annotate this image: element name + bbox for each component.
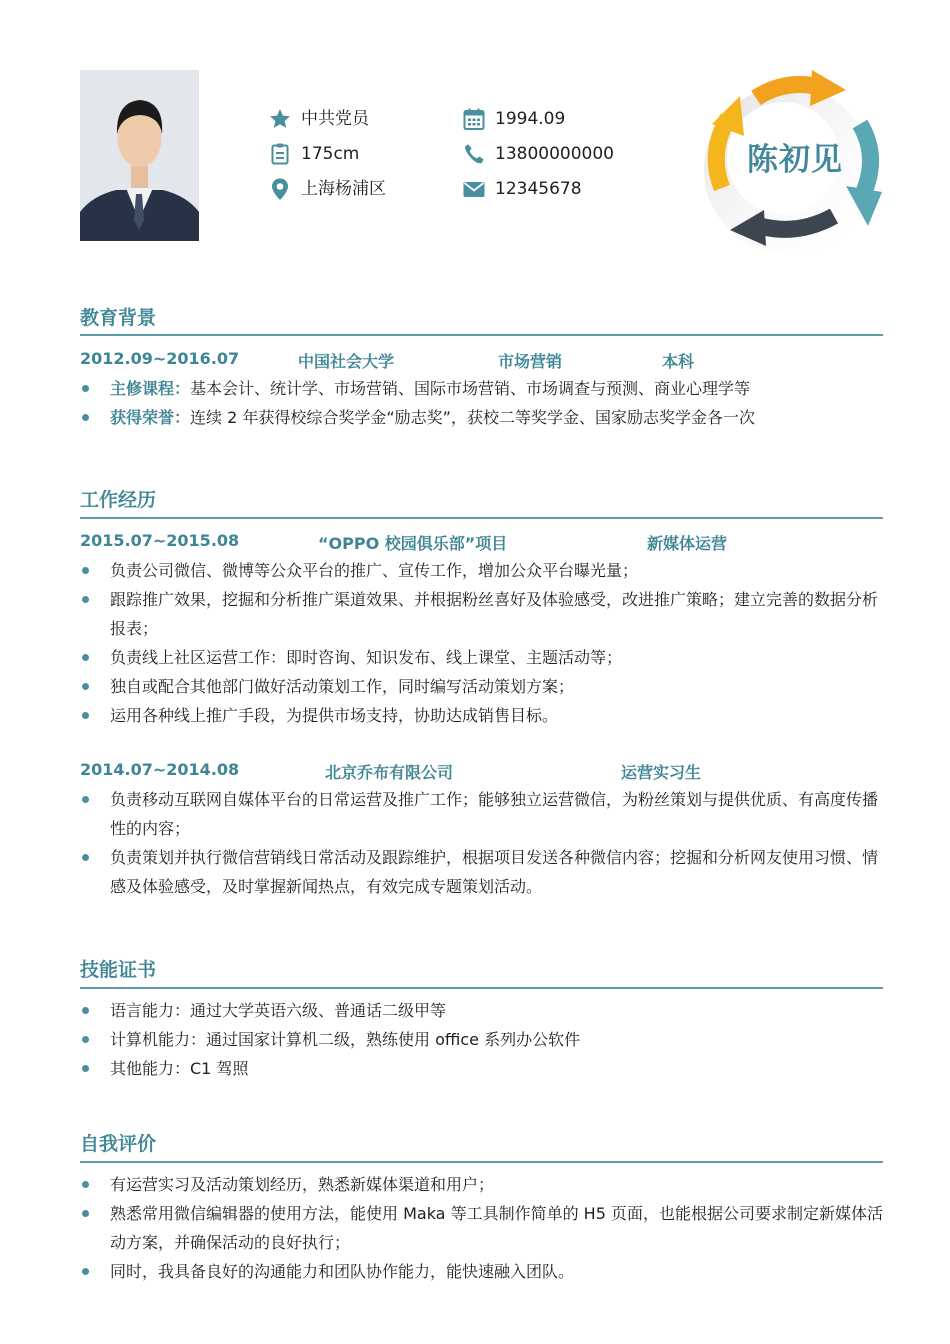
skills-list — [80, 996, 883, 1083]
education-major: 市场营销 — [498, 352, 563, 371]
courses-label: 主修课程： — [110, 379, 191, 398]
education-list — [80, 374, 883, 432]
job-2-list — [80, 785, 883, 901]
education-period: 2012.09~2016.07 — [80, 349, 240, 368]
calendar-icon — [462, 107, 486, 131]
birth-text: 1994.09 — [495, 109, 566, 129]
self-eval-section-title: 自我评价 — [80, 1133, 157, 1155]
phone-icon — [462, 142, 486, 166]
list-item: 负责公司微信、微博等公众平台的推广、宣传工作，增加公众平台曝光量； — [80, 556, 883, 585]
work-divider — [80, 517, 883, 519]
info-email — [462, 177, 582, 201]
job-2-org: 北京乔布有限公司 — [325, 763, 454, 782]
phone-text: 13800000000 — [495, 144, 614, 164]
list-item: 运用各种线上推广手段，为提供市场支持，协助达成销售目标。 — [80, 701, 883, 730]
self-eval-divider — [80, 1161, 883, 1163]
education-divider — [80, 334, 883, 336]
skills-section-title: 技能证书 — [80, 959, 157, 981]
info-phone — [462, 142, 614, 166]
list-item — [80, 374, 883, 403]
list-item: 负责线上社区运营工作：即时咨询、知识发布、线上课堂、主题活动等； — [80, 643, 883, 672]
document-icon — [268, 142, 292, 166]
job-1-org: “OPPO 校园俱乐部”项目 — [318, 534, 508, 553]
education-header-row — [80, 349, 883, 373]
location-text: 上海杨浦区 — [301, 179, 386, 199]
list-item: 其他能力：C1 驾照 — [80, 1054, 883, 1083]
list-item: 语言能力：通过大学英语六级、普通话二级甲等 — [80, 996, 883, 1025]
email-text: 12345678 — [495, 179, 582, 199]
email-icon — [462, 177, 486, 201]
list-item: 跟踪推广效果，挖掘和分析推广渠道效果、并根据粉丝喜好及体验感受，改进推广策略；建立完善的数据分析报表； — [80, 585, 883, 643]
list-item: 计算机能力：通过国家计算机二级，熟练使用 office 系列办公软件 — [80, 1025, 883, 1054]
applicant-name: 陈初见 — [747, 142, 843, 178]
political-status-text: 中共党员 — [301, 109, 369, 129]
list-item: 熟悉常用微信编辑器的使用方法，能使用 Maka 等工具制作简单的 H5 页面，也能根据公司要求制定新媒体活动方案，并确保活动的良好执行； — [80, 1199, 883, 1257]
info-political-status — [268, 107, 369, 131]
info-location — [268, 177, 386, 201]
list-item: 独自或配合其他部门做好活动策划工作，同时编写活动策划方案； — [80, 672, 883, 701]
info-height — [268, 142, 359, 166]
work-section-title: 工作经历 — [80, 489, 157, 511]
list-item — [80, 403, 883, 432]
profile-photo — [80, 70, 199, 241]
list-item: 负责移动互联网自媒体平台的日常运营及推广工作；能够独立运营微信，为粉丝策划与提供优质、有高度传播性的内容； — [80, 785, 883, 843]
job-2-header-row — [80, 760, 883, 784]
list-item: 有运营实习及活动策划经历，熟悉新媒体渠道和用户； — [80, 1170, 883, 1199]
location-pin-icon — [268, 177, 292, 201]
education-school: 中国社会大学 — [298, 352, 395, 371]
skills-divider — [80, 987, 883, 989]
job-1-header-row — [80, 531, 883, 555]
star-icon — [268, 107, 292, 131]
list-item: 同时，我具备良好的沟通能力和团队协作能力，能快速融入团队。 — [80, 1257, 883, 1286]
job-1-period: 2015.07~2015.08 — [80, 531, 240, 550]
job-2-role: 运营实习生 — [621, 763, 702, 782]
education-degree: 本科 — [662, 352, 695, 371]
courses-text: 基本会计、统计学、市场营销、国际市场营销、市场调查与预测、商业心理学等 — [190, 379, 751, 398]
self-eval-list — [80, 1170, 883, 1286]
job-1-list — [80, 556, 883, 730]
list-item: 负责策划并执行微信营销线日常活动及跟踪维护，根据项目发送各种微信内容；挖掘和分析网友使用习惯、情感及体验感受，及时掌握新闻热点，有效完成专题策划活动。 — [80, 843, 883, 901]
honors-text: 连续 2 年获得校综合奖学金“励志奖”，获校二等奖学金、国家励志奖学金各一次 — [190, 408, 755, 427]
info-birth — [462, 107, 565, 131]
honors-label: 获得荣誉： — [110, 408, 191, 427]
height-text: 175cm — [301, 144, 360, 164]
job-1-role: 新媒体运营 — [647, 534, 728, 553]
education-section-title: 教育背景 — [80, 307, 157, 329]
job-2-period: 2014.07~2014.08 — [80, 760, 240, 779]
